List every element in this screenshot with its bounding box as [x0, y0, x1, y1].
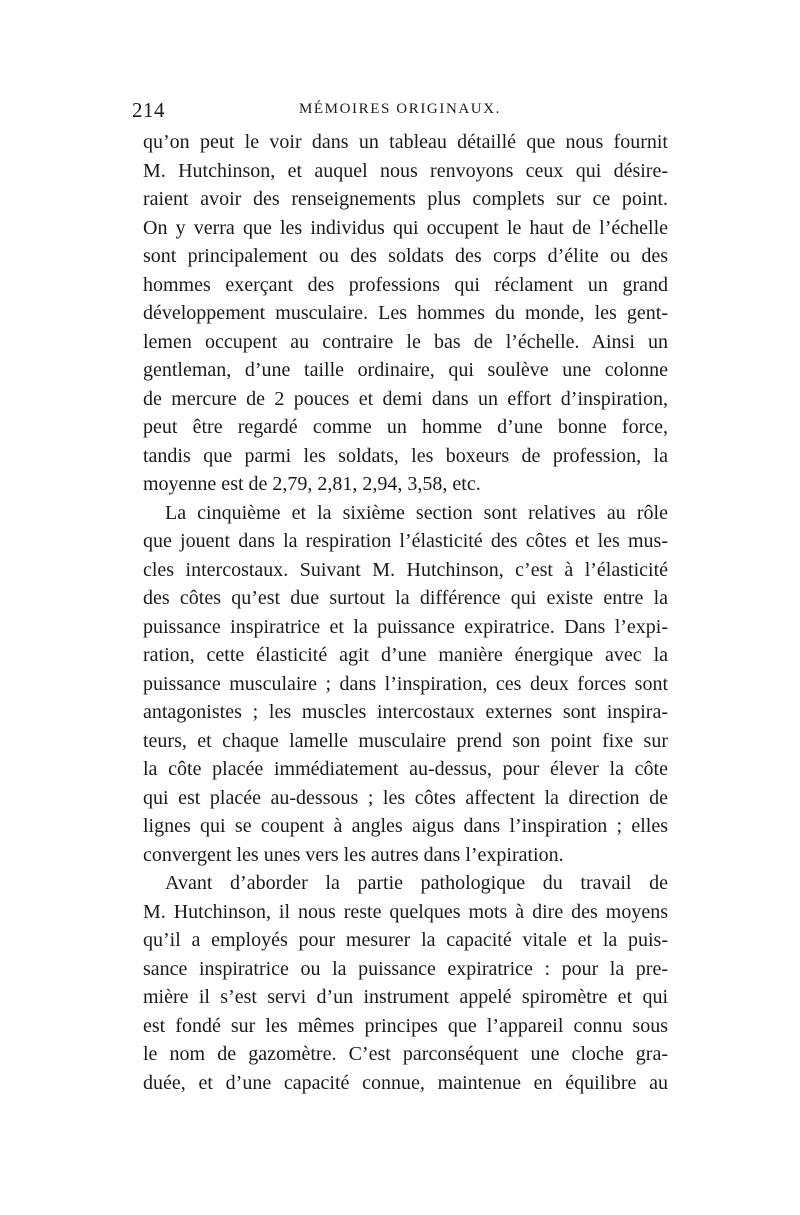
text-line: M. Hutchinson, et auquel nous renvoyons ceux qui désire- — [143, 159, 668, 182]
text-line: la côte placée immédiatement au-dessus, pour élever la côte — [143, 758, 668, 780]
text-line: convergent les unes vers les autres dans l’expiration. — [143, 843, 564, 866]
text-line: qui est placée au-dessous ; les côtes affectent la direction de — [143, 786, 668, 809]
text-line: qu’on peut le voir dans un tableau détaillé que nous fournit — [143, 131, 668, 153]
page-number: 214 — [132, 98, 165, 122]
text-line: sance inspiratrice ou la puissance expiratrice : pour la pre- — [143, 957, 668, 980]
text-line: duée, et d’une capacité connue, maintenue en équilibre au — [143, 1071, 668, 1094]
running-title: MÉMOIRES ORIGINAUX. — [298, 101, 502, 117]
text-line: On y verra que les individus qui occupent le haut de l’échelle — [143, 216, 668, 239]
text-line: moyenne est de 2,79, 2,81, 2,94, 3,58, etc. — [143, 473, 481, 495]
text-line: des côtes qu’est due surtout la différence qui existe entre la — [143, 587, 668, 609]
text-line: est fondé sur les mêmes principes que l’appareil connu sous — [143, 1014, 668, 1037]
text-line: raient avoir des renseignements plus complets sur ce point. — [143, 188, 668, 210]
text-line: le nom de gazomètre. C’est parconséquent une cloche gra- — [143, 1043, 668, 1065]
text-line: M. Hutchinson, il nous reste quelques mots à dire des moyens — [143, 900, 668, 923]
running-head — [132, 98, 668, 124]
text-line: développement musculaire. Les hommes du monde, les gent- — [143, 302, 668, 324]
text-line: gentleman, d’une taille ordinaire, qui soulève une colonne — [143, 359, 668, 381]
text-line: puissance musculaire ; dans l’inspiration, ces deux forces sont — [143, 672, 668, 695]
text-line: qu’il a employés pour mesurer la capacité vitale et la puis- — [143, 929, 668, 951]
text-line: de mercure de 2 pouces et demi dans un effort d’inspiration, — [143, 387, 668, 410]
body-text — [143, 128, 668, 1097]
text-line: Avant d’aborder la partie pathologique du travail de — [165, 872, 668, 894]
text-line: teurs, et chaque lamelle musculaire prend son point fixe sur — [143, 729, 668, 752]
text-line: lemen occupent au contraire le bas de l’échelle. Ainsi un — [143, 330, 668, 353]
text-line: sont principalement ou des soldats des corps d’élite ou des — [143, 245, 668, 267]
text-line: puissance inspiratrice et la puissance expiratrice. Dans l’expi- — [143, 615, 668, 638]
text-line: tandis que parmi les soldats, les boxeurs de profession, la — [143, 444, 668, 467]
text-line: ration, cette élasticité agit d’une manière énergique avec la — [143, 644, 668, 666]
text-line: cles intercostaux. Suivant M. Hutchinson, c’est à l’élasticité — [143, 558, 668, 581]
text-line: peut être regardé comme un homme d’une bonne force, — [143, 416, 668, 438]
text-line: antagonistes ; les muscles intercostaux externes sont inspira- — [143, 701, 668, 723]
text-line: La cinquième et la sixième section sont relatives au rôle — [165, 501, 668, 524]
text-line: hommes exerçant des professions qui réclament un grand — [143, 273, 668, 296]
text-line: que jouent dans la respiration l’élasticité des côtes et les mus- — [143, 530, 668, 552]
text-line: lignes qui se coupent à angles aigus dans l’inspiration ; elles — [143, 815, 668, 837]
text-line: mière il s’est servi d’un instrument appelé spiromètre et qui — [143, 986, 668, 1008]
